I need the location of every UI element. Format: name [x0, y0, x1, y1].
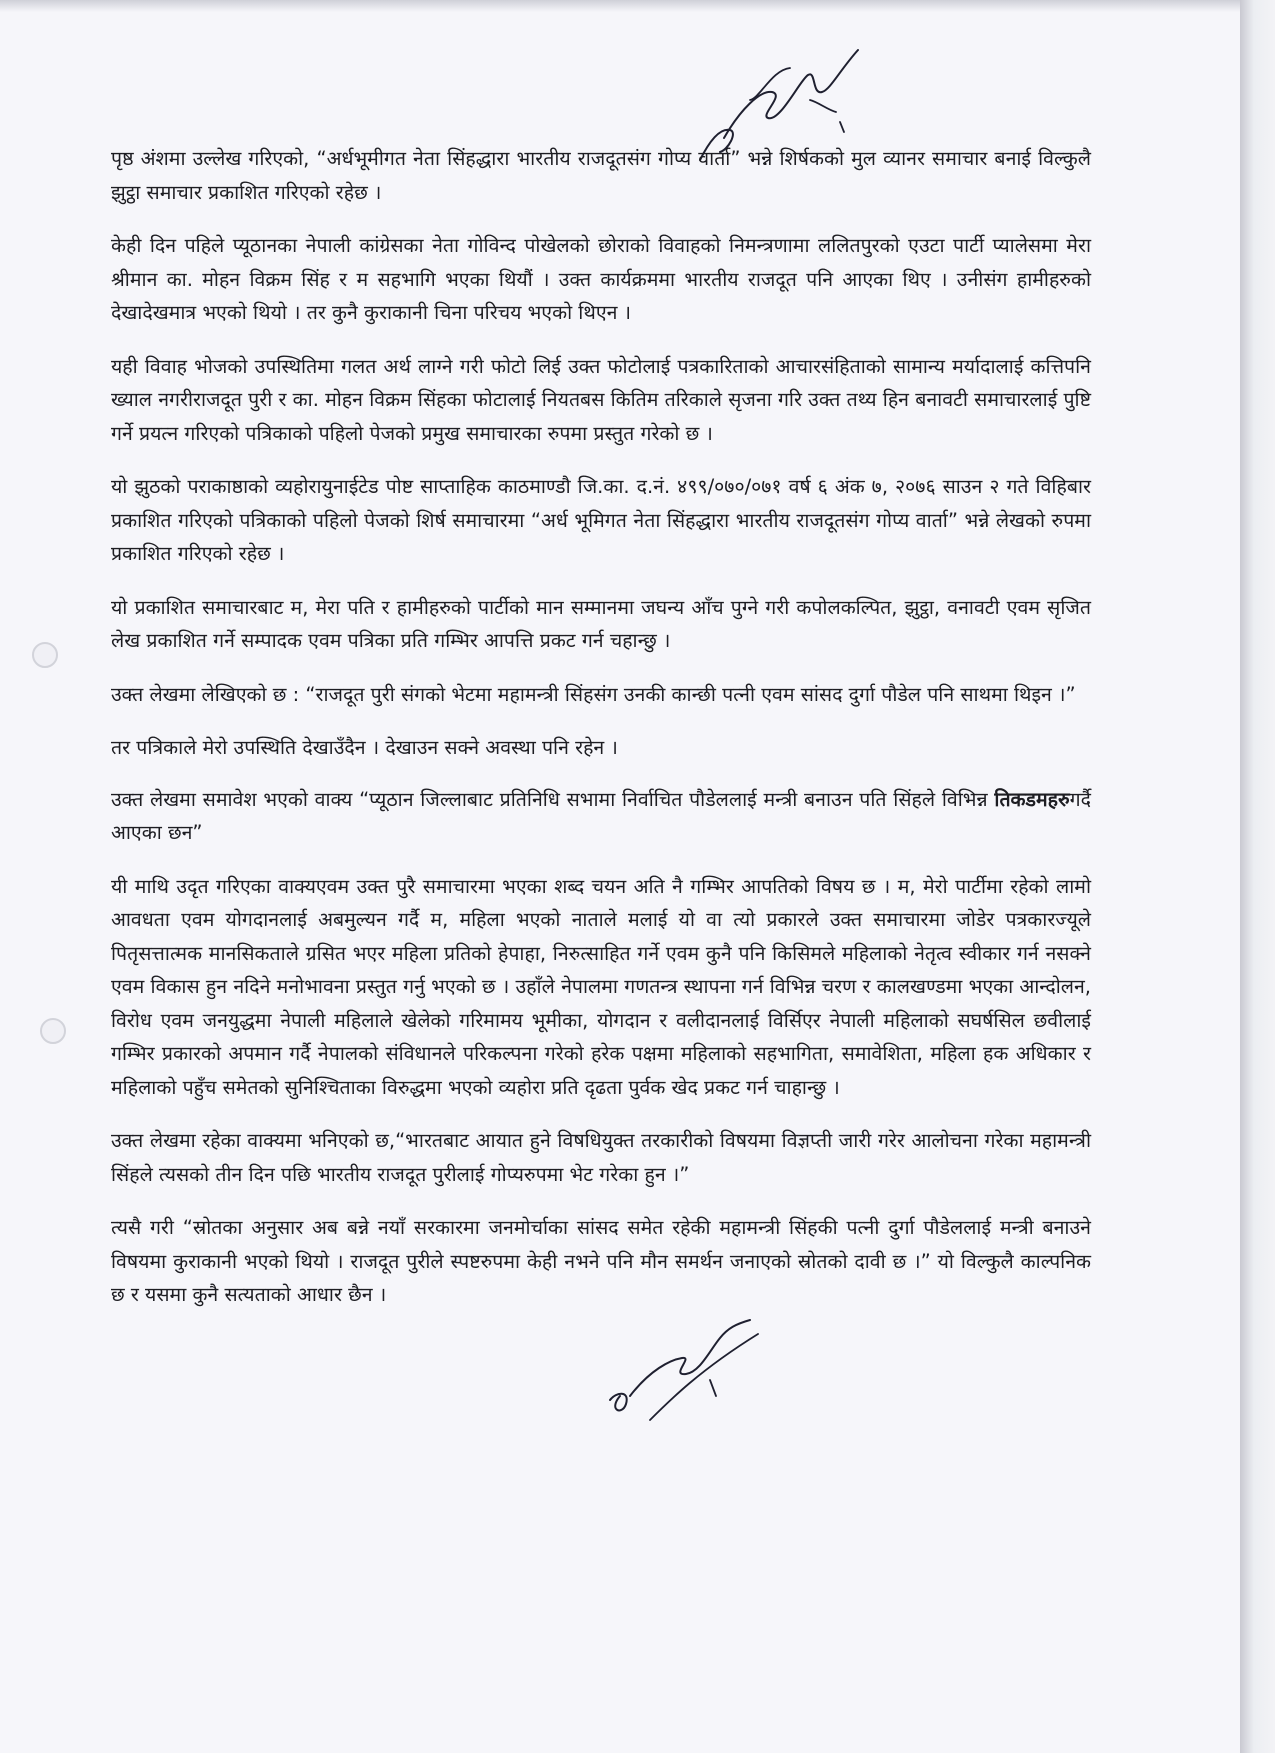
- scan-edge: [1240, 0, 1275, 1753]
- paragraph-9: यी माथि उदृत गरिएका वाक्यएवम उक्त पुरै समाचारमा भएका शब्द चयन अति नै गम्भिर आपतिको विषय छ । म, मेरो पार्टीमा रहेको लामो आवधता एवम योगदानलाई अबमुल्यन गर्दै म, महिला भएको नाताले मलाई यो वा त्यो प्रकारले उक्त समाचारमा जोडेर पत्रकारज्यूले पितृसत्तात्मक मानसिकताले ग्रसित भएर महिला प्रतिको हेपाहा, निरुत्साहित गर्ने एवम कुनै पनि किसिमले महिलाको नेतृत्व स्वीकार गर्न नसक्ने एवम विकास हुन नदिने मनोभावना प्रस्तुत गर्नु भएको छ । उहाँले नेपालमा गणतन्त्र स्थापना गर्न विभिन्न चरण र कालखण्डमा भएका आन्दोलन, विरोध एवम जनयुद्धमा नेपाली महिलाले खेलेको गरिमामय भूमीका, योगदान र वलीदानलाई विर्सिएर नेपाली महिलाको सघर्षसिल छवीलाई गम्भिर प्रकारको अपमान गर्दै नेपालको संविधानले परिकल्पना गरेको हरेक पक्षमा महिलाको सहभागिता, समावेशिता, महिला हक अधिकार र महिलाको पहुँच समेतको सुनिश्चिताका विरुद्धमा भएको व्यहोरा प्रति दृढता पुर्वक खेद प्रकट गर्न चाहान्छु ।: [111, 874, 1091, 1099]
- paragraph-2: केही दिन पहिले प्यूठानका नेपाली कांग्रेसका नेता गोविन्द पोखेलको छोराको विवाहको निमन्त्रणामा ललितपुरको एउटा पार्टी प्यालेसमा मेरा श्रीमान का. मोहन विक्रम सिंह र म सहभागि भएका थियौं । उक्त कार्यक्रममा भारतीय राजदूत पनि आएका थिए । उनीसंग हामीहरुको देखादेखमात्र भएको थियो । तर कुनै कुराकानी चिना परिचय भएको थिएन ।: [111, 234, 1091, 324]
- letter-body: [111, 142, 1091, 1332]
- paragraph-11: त्यसै गरी “स्रोतका अनुसार अब बन्ने नयाँ सरकारमा जनमोर्चाका सांसद समेत रहेकी महामन्त्री सिंहकी पत्नी दुर्गा पौडेललाई मन्त्री बनाउने विषयमा कुराकानी भएको थियो । राजदूत पुरीले स्पष्टरुपमा केही नभने पनि मौन समर्थन जनाएको स्रोतको दावी छ ।” यो विल्कुलै काल्पनिक छ र यसमा कुनै सत्यताको आधार छैन ।: [111, 1216, 1091, 1306]
- paragraph-6: उक्त लेखमा लेखिएको छ : “राजदूत पुरी संगको भेटमा महामन्त्री सिंहसंग उनकी कान्छी पत्नी एवम सांसद दुर्गा पौडेल पनि साथमा थिइन ।”: [111, 682, 1076, 706]
- paragraph-10: उक्त लेखमा रहेका वाक्यमा भनिएको छ,“भारतबाट आयात हुने विषधियुक्त तरकारीको विषयमा विज्ञप्ती जारी गरेर आलोचना गरेका महामन्त्री सिंहले त्यसको तीन दिन पछि भारतीय राजदूत पुरीलाई गोप्यरुपमा भेट गरेका हुन ।”: [111, 1129, 1091, 1186]
- paragraph-8: [111, 783, 1091, 850]
- paragraph-8-text-after: गर्दै आएका छन”: [111, 787, 1091, 844]
- paragraph-8-text: उक्त लेखमा समावेश भएको वाक्य “प्यूठान जिल्लाबाट प्रतिनिधि सभामा निर्वाचित पौडेललाई मन्त्री बनाउन पति सिंहले विभिन्न: [111, 787, 988, 811]
- paragraph-4: यो झुठको पराकाष्ठाको व्यहोरायुनाईटेड पोष्ट साप्ताहिक काठमाण्डौ जि.का. द.नं. ४९९/०७०/०७१ वर्ष ६ अंक ७, २०७६ साउन २ गते विहिबार प्रकाशित गरिएको पत्रिकाको पहिलो पेजको शिर्ष समाचारमा “अर्ध भूमिगत नेता सिंहद्धारा भारतीय राजदूतसंग गोप्य वार्ता” भन्ने लेखको रुपमा प्रकाशित गरिएको रहेछ ।: [111, 475, 1091, 565]
- paragraph-8-emphasis: तिकडमहरु: [994, 787, 1070, 811]
- paragraph-3: यही विवाह भोजको उपस्थितिमा गलत अर्थ लाग्ने गरी फोटो लिई उक्त फोटोलाई पत्रकारिताको आचारसंहिताको सामान्य मर्यादालाई कत्तिपनि ख्याल नगरीराजदूत पुरी र का. मोहन विक्रम सिंहका फोटालाई नियतबस कितिम तरिकाले सृजना गरि उक्त तथ्य हिन बनावटी समाचारलाई पुष्टि गर्ने प्रयत्न गरिएको पत्रिकाको पहिलो पेजको प्रमुख समाचारका रुपमा प्रस्तुत गरेको छ ।: [111, 354, 1091, 445]
- punch-hole-upper: [32, 642, 58, 668]
- paragraph-5: यो प्रकाशित समाचारबाट म, मेरा पति र हामीहरुको पार्टीको मान सम्मानमा जघन्य आँच पुग्ने गरी कपोलकल्पित, झुट्ठा, वनावटी एवम सृजित लेख प्रकाशित गर्ने सम्पादक एवम पत्रिका प्रति गम्भिर आपत्ति प्रकट गर्न चहान्छु ।: [111, 595, 1091, 652]
- scan-shadow: [0, 0, 1240, 12]
- punch-hole-lower: [40, 1018, 66, 1044]
- paragraph-1: पृष्ठ अंशमा उल्लेख गरिएको, “अर्धभूमीगत नेता सिंहद्धारा भारतीय राजदूतसंग गोप्य वार्ता” भन्ने शिर्षकको मुल व्यानर समाचार बनाई विल्कुलै झुट्ठा समाचार प्रकाशित गरिएको रहेछ ।: [111, 147, 1091, 204]
- paragraph-7: तर पत्रिकाले मेरो उपस्थिति देखाउँदैन । देखाउन सक्ने अवस्था पनि रहेन ।: [111, 736, 618, 759]
